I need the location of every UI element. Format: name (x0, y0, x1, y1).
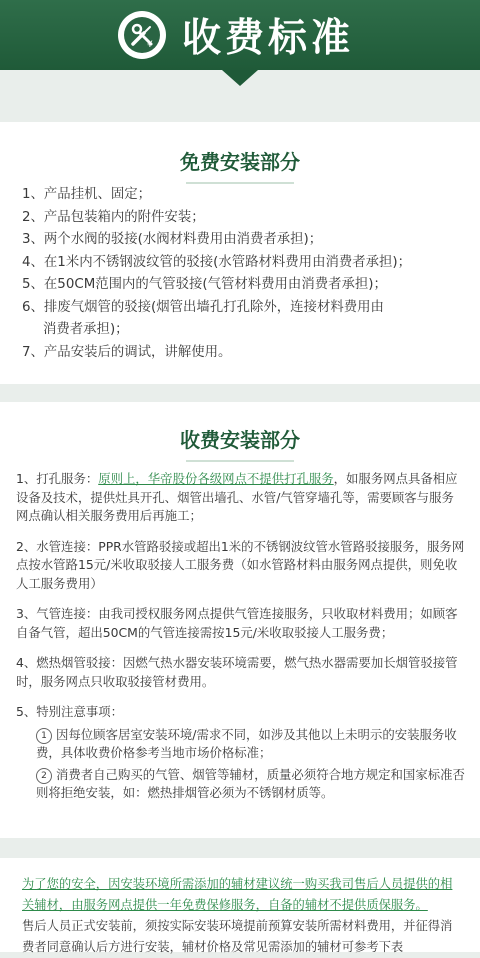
paid-items (16, 470, 466, 806)
free-section-title: 免费安装部分 (0, 146, 480, 175)
paid-item-gas-pipe: 3、气管连接：由我司授权服务网点提供气管连接服务，只收取材料费用；如顾客自备气管，超出50CM的气管连接需按15元/米收取驳接人工服务费； (16, 606, 458, 640)
paid-installation-card (0, 402, 480, 838)
page-header (0, 0, 480, 70)
list-item: 6、排废气烟管的驳接(烟管出墙孔打孔除外，连接材料费用由 (22, 299, 384, 315)
svg-text:¥: ¥ (147, 40, 153, 50)
safety-notice-card (0, 858, 480, 952)
paid-item-flue-pipe: 4、燃热烟管驳接：因燃气热水器安装环境需要，燃气热水器需要加长烟管驳接管时，服务网点只收取驳接管材费用。 (16, 655, 458, 689)
note-text: 消费者自己购买的气管、烟管等辅材，质量必须符合地方规定和国家标准否则将拒绝安装，如：燃热排烟管必须为不锈钢材质等。 (36, 766, 465, 800)
free-items-list (22, 184, 462, 364)
safety-notice (22, 874, 462, 958)
free-installation-card (0, 122, 480, 384)
paid-item-special-notes: 5、特别注意事项： (16, 704, 124, 719)
item-text: ，如服务网点具备相应设备及技术，提供灶具开孔、烟管出墙孔、水管/气管穿墙孔等，需要顾客与服务网点确认相关服务费用后再施工； (16, 471, 458, 523)
note-item (36, 726, 466, 763)
item-prefix: 1、打孔服务： (16, 471, 99, 486)
header-brand (118, 8, 354, 62)
note-text: 因每位顾客居室安装环境/需求不同，如涉及其他以上未明示的安装服务收费，具体收费价格参考当地市场价格标准； (36, 726, 457, 760)
wrench-screwdriver-yen-icon (118, 11, 166, 59)
list-item: 4、在1米内不锈钢波纹管的驳接(水管路材料费用由消费者承担)； (22, 254, 412, 270)
paid-item-water-pipe: 2、水管连接：PPR水管路驳接或超出1米的不锈钢波纹管水管路驳接服务，服务网点按水管路15元/米收取驳接人工服务费（如水管路材料由服务网点提供，则免收人工服务费用） (16, 538, 465, 591)
header-notch (222, 70, 258, 86)
notice-text: 售后人员正式安装前，须按实际安装环境提前预算安装所需材料费用，并征得消费者同意确认后方进行安装，辅材价格及常见需添加的辅材可参考下表 (22, 919, 453, 954)
paid-item-drilling (16, 470, 466, 526)
item-highlight: 原则上，华帝股份各级网点不提供打孔服务 (98, 471, 334, 486)
note-number: 2 (36, 768, 52, 784)
note-number: 1 (36, 728, 52, 744)
note-item (36, 766, 466, 803)
paid-section-title: 收费安装部分 (0, 424, 480, 453)
list-item-continued: 消费者承担)； (43, 322, 129, 337)
list-item: 2、产品包装箱内的附件安装； (22, 209, 205, 225)
page-title: 收费标准 (182, 16, 355, 61)
list-item: 7、产品安装后的调试，讲解使用。 (22, 344, 232, 360)
list-item: 1、产品挂机、固定； (22, 187, 152, 202)
list-item: 5、在50CM范围内的气管驳接(气管材料费用由消费者承担)； (22, 277, 387, 292)
list-item: 3、两个水阀的驳接(水阀材料费用由消费者承担)； (22, 232, 323, 247)
notice-highlight: 为了您的安全，因安装环境所需添加的辅材建议统一购买我司售后人员提供的相关辅材，由服务网点提供一年免费保修服务，自备的辅材不提供质保服务。 (22, 877, 453, 912)
special-notes-list (36, 726, 466, 803)
